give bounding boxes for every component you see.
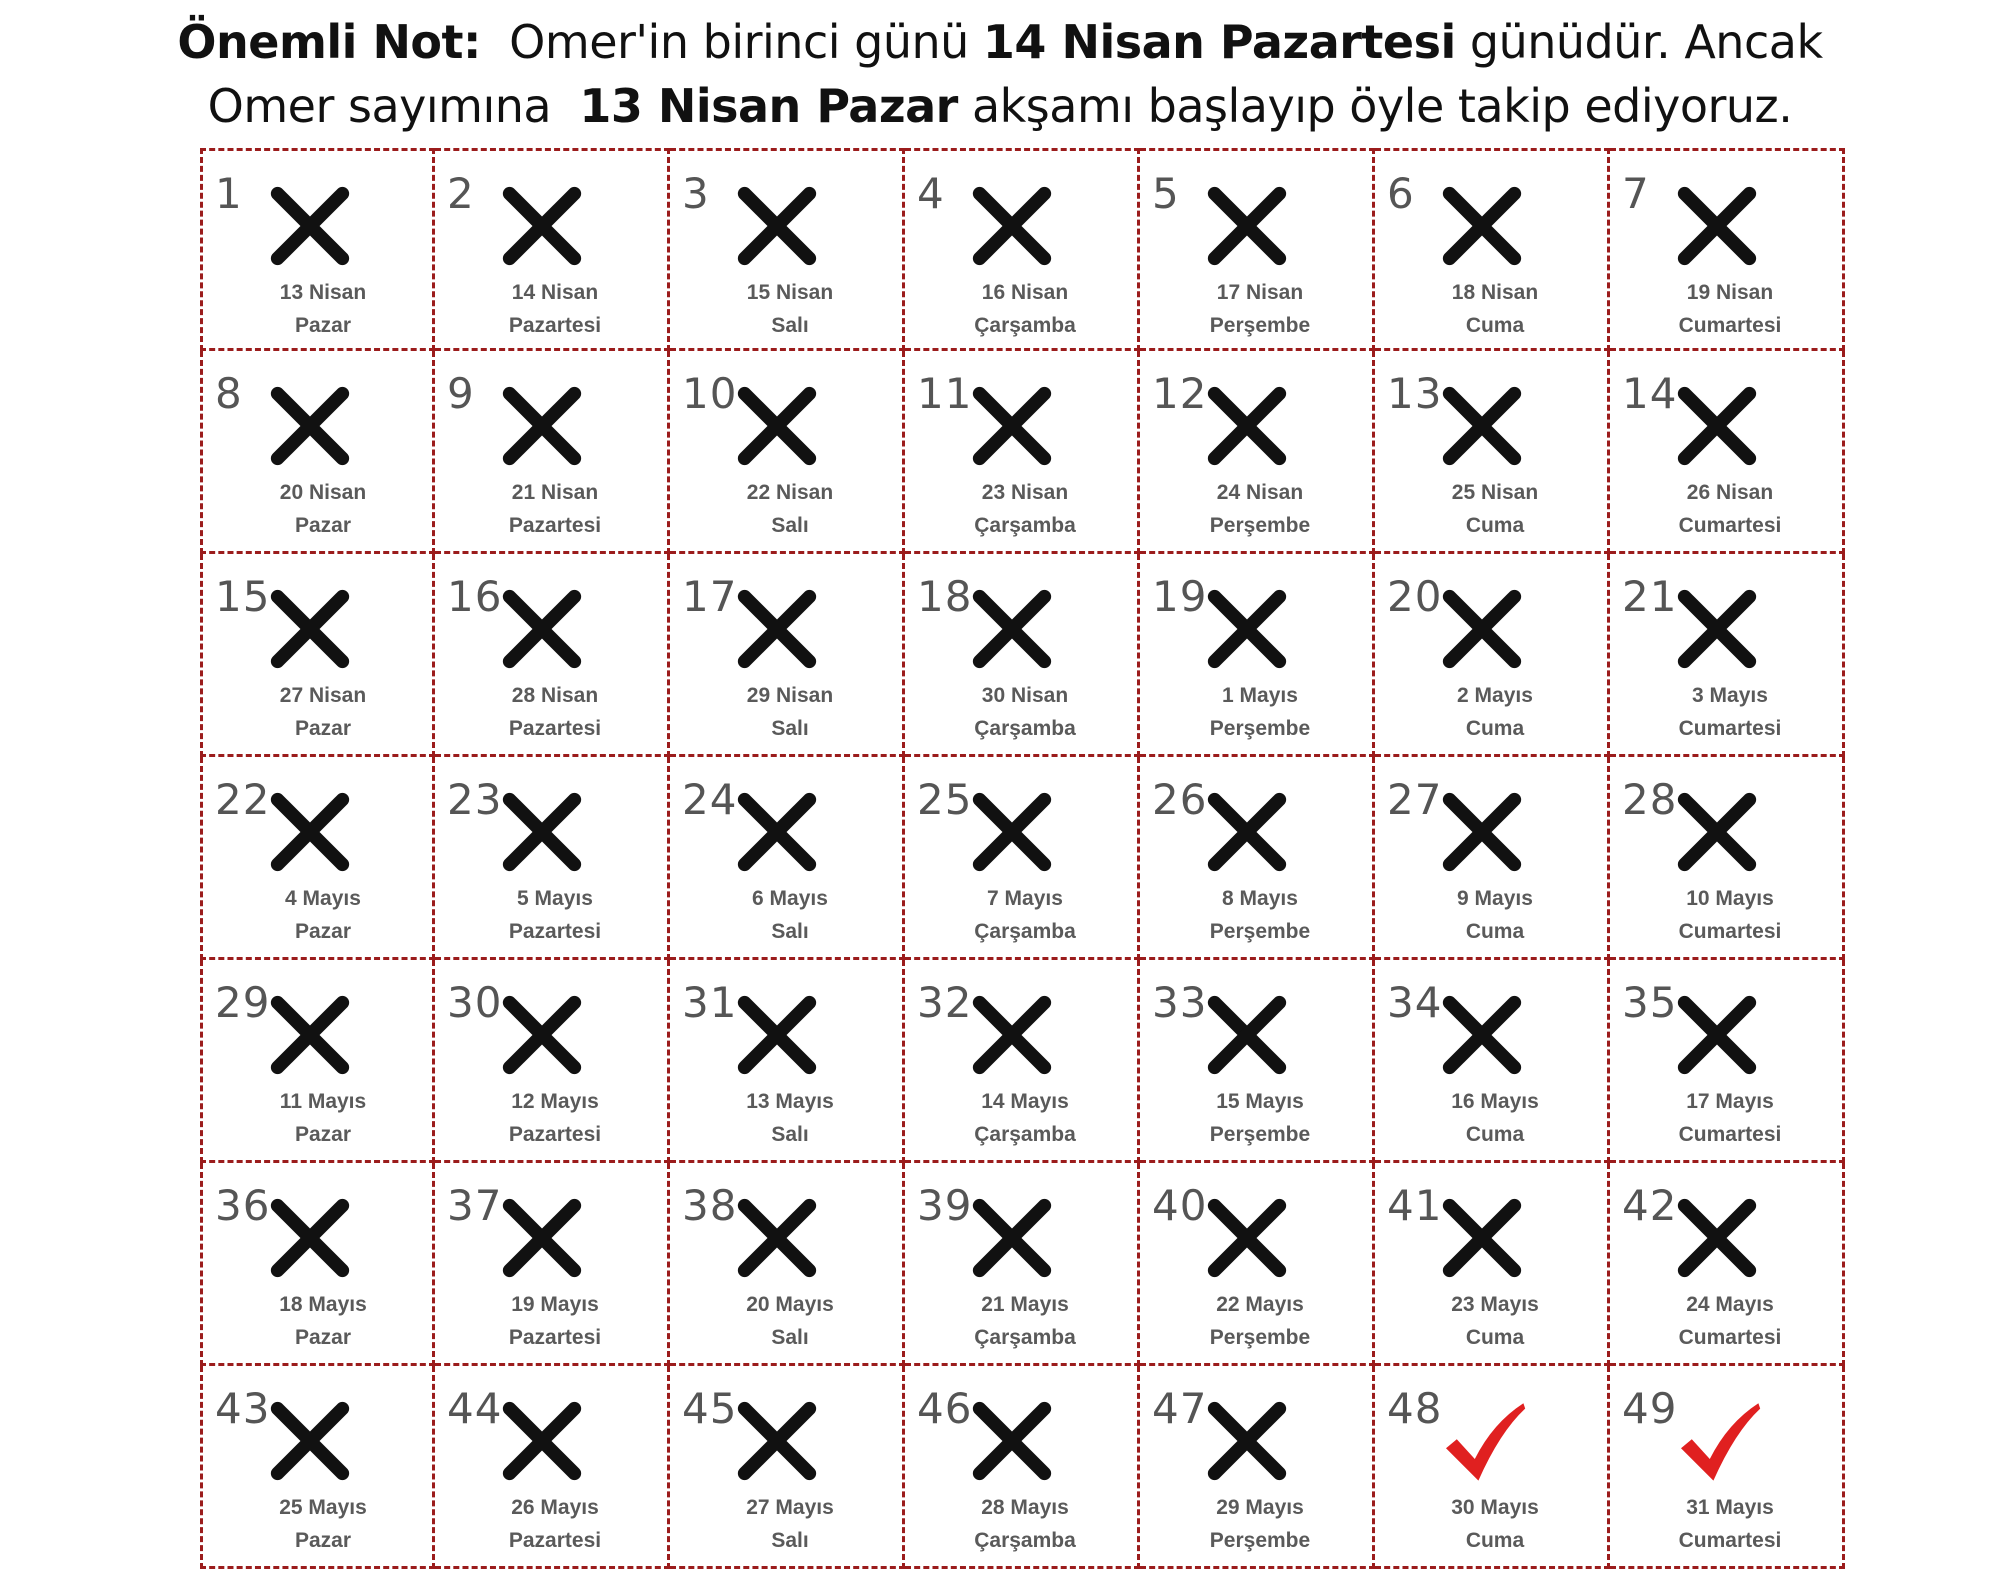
day-weekday: Cuma — [1465, 717, 1525, 740]
cross-icon — [732, 381, 822, 471]
day-cell — [200, 1366, 435, 1569]
day-weekday: Pazartesi — [508, 514, 602, 537]
day-number: 21 — [1622, 572, 1678, 621]
day-date: 18 Nisan — [1451, 281, 1539, 304]
note-start-day: 13 Nisan Pazar — [579, 79, 958, 133]
day-number: 41 — [1387, 1181, 1443, 1230]
day-cell — [1610, 351, 1845, 554]
day-date: 17 Mayıs — [1686, 1090, 1774, 1113]
day-cell — [1140, 757, 1375, 960]
day-cell — [200, 351, 435, 554]
cross-icon — [1202, 181, 1292, 271]
day-number: 39 — [917, 1181, 973, 1230]
day-weekday: Cumartesi — [1678, 1326, 1782, 1349]
day-date: 21 Mayıs — [981, 1293, 1069, 1316]
cross-icon — [967, 990, 1057, 1080]
day-cell — [1375, 1163, 1610, 1366]
day-number: 1 — [215, 169, 243, 218]
day-cell — [200, 960, 435, 1163]
cross-icon — [497, 1193, 587, 1283]
day-weekday: Pazartesi — [508, 920, 602, 943]
day-cell — [905, 148, 1140, 351]
day-number: 23 — [447, 775, 503, 824]
note-line-1 — [0, 10, 2000, 74]
day-date: 14 Mayıs — [981, 1090, 1069, 1113]
day-weekday: Cumartesi — [1678, 514, 1782, 537]
day-number: 29 — [215, 978, 271, 1027]
cross-icon — [1672, 381, 1762, 471]
cross-icon — [967, 1396, 1057, 1486]
day-weekday: Pazartesi — [508, 314, 602, 337]
day-number: 34 — [1387, 978, 1443, 1027]
cross-icon — [732, 1396, 822, 1486]
day-number: 33 — [1152, 978, 1208, 1027]
day-weekday: Perşembe — [1209, 1326, 1311, 1349]
cross-icon — [732, 584, 822, 674]
day-number: 44 — [447, 1384, 503, 1433]
day-date: 16 Mayıs — [1451, 1090, 1539, 1113]
cross-icon — [1437, 990, 1527, 1080]
note-first-day: 14 Nisan Pazartesi — [982, 15, 1456, 69]
day-number: 10 — [682, 369, 738, 418]
day-number: 3 — [682, 169, 710, 218]
day-date: 17 Nisan — [1216, 281, 1304, 304]
day-weekday: Cuma — [1465, 1123, 1525, 1146]
day-cell — [435, 351, 670, 554]
day-number: 49 — [1622, 1384, 1678, 1433]
day-number: 16 — [447, 572, 503, 621]
day-date: 19 Nisan — [1686, 281, 1774, 304]
day-date: 3 Mayıs — [1692, 684, 1768, 707]
day-weekday: Salı — [771, 1123, 809, 1146]
day-number: 28 — [1622, 775, 1678, 824]
day-cell — [200, 554, 435, 757]
day-weekday: Çarşamba — [974, 717, 1076, 740]
day-number: 18 — [917, 572, 973, 621]
day-weekday: Pazar — [294, 1123, 352, 1146]
day-date: 15 Mayıs — [1216, 1090, 1304, 1113]
day-weekday: Pazar — [294, 1529, 352, 1552]
day-date: 10 Mayıs — [1686, 887, 1774, 910]
day-cell — [1610, 148, 1845, 351]
day-cell — [905, 1366, 1140, 1569]
day-cell — [1610, 960, 1845, 1163]
day-weekday: Salı — [771, 1529, 809, 1552]
day-cell — [1375, 148, 1610, 351]
cross-icon — [732, 181, 822, 271]
day-weekday: Çarşamba — [974, 314, 1076, 337]
day-date: 5 Mayıs — [517, 887, 593, 910]
day-number: 15 — [215, 572, 271, 621]
cross-icon — [497, 181, 587, 271]
cross-icon — [1672, 1193, 1762, 1283]
day-cell — [200, 757, 435, 960]
day-date: 23 Nisan — [981, 481, 1069, 504]
day-number: 40 — [1152, 1181, 1208, 1230]
cross-icon — [967, 181, 1057, 271]
day-number: 9 — [447, 369, 475, 418]
day-number: 47 — [1152, 1384, 1208, 1433]
day-weekday: Çarşamba — [974, 514, 1076, 537]
note-text-part: akşamı başlayıp öyle takip ediyoruz. — [957, 79, 1793, 133]
day-weekday: Cumartesi — [1678, 1529, 1782, 1552]
day-cell — [435, 960, 670, 1163]
day-weekday: Salı — [771, 717, 809, 740]
day-number: 25 — [917, 775, 973, 824]
day-weekday: Salı — [771, 514, 809, 537]
cross-icon — [1672, 181, 1762, 271]
day-cell — [435, 757, 670, 960]
omer-calendar-grid — [200, 148, 1845, 1568]
day-weekday: Perşembe — [1209, 314, 1311, 337]
day-cell — [1610, 757, 1845, 960]
day-weekday: Cuma — [1465, 1529, 1525, 1552]
day-number: 5 — [1152, 169, 1180, 218]
day-weekday: Pazar — [294, 717, 352, 740]
day-weekday: Cumartesi — [1678, 314, 1782, 337]
day-date: 20 Mayıs — [746, 1293, 834, 1316]
day-date: 27 Mayıs — [746, 1496, 834, 1519]
day-weekday: Perşembe — [1209, 717, 1311, 740]
day-number: 38 — [682, 1181, 738, 1230]
day-weekday: Pazartesi — [508, 1326, 602, 1349]
day-number: 36 — [215, 1181, 271, 1230]
cross-icon — [497, 584, 587, 674]
day-number: 43 — [215, 1384, 271, 1433]
day-weekday: Salı — [771, 314, 809, 337]
cross-icon — [265, 584, 355, 674]
day-number: 8 — [215, 369, 243, 418]
day-weekday: Çarşamba — [974, 920, 1076, 943]
day-date: 30 Mayıs — [1451, 1496, 1539, 1519]
cross-icon — [1202, 990, 1292, 1080]
day-date: 1 Mayıs — [1222, 684, 1298, 707]
day-weekday: Cuma — [1465, 1326, 1525, 1349]
note-label: Önemli Not: — [177, 15, 481, 69]
day-date: 28 Nisan — [511, 684, 599, 707]
cross-icon — [967, 1193, 1057, 1283]
day-cell — [905, 351, 1140, 554]
day-number: 17 — [682, 572, 738, 621]
day-date: 8 Mayıs — [1222, 887, 1298, 910]
note-line-2 — [0, 74, 2000, 138]
day-number: 13 — [1387, 369, 1443, 418]
day-cell — [435, 1163, 670, 1366]
cross-icon — [1672, 584, 1762, 674]
day-date: 23 Mayıs — [1451, 1293, 1539, 1316]
day-date: 19 Mayıs — [511, 1293, 599, 1316]
cross-icon — [497, 1396, 587, 1486]
day-date: 2 Mayıs — [1457, 684, 1533, 707]
day-number: 46 — [917, 1384, 973, 1433]
day-weekday: Pazar — [294, 514, 352, 537]
day-number: 45 — [682, 1384, 738, 1433]
day-number: 7 — [1622, 169, 1650, 218]
day-cell — [1140, 148, 1375, 351]
checkmark-icon — [1437, 1396, 1527, 1486]
day-weekday: Pazartesi — [508, 717, 602, 740]
day-cell — [1375, 1366, 1610, 1569]
note-text-part: Omer'in birinci günü — [480, 15, 983, 69]
cross-icon — [732, 1193, 822, 1283]
day-cell — [905, 1163, 1140, 1366]
cross-icon — [1202, 381, 1292, 471]
day-cell — [1375, 757, 1610, 960]
day-weekday: Pazar — [294, 314, 352, 337]
day-weekday: Pazartesi — [508, 1123, 602, 1146]
cross-icon — [1202, 1396, 1292, 1486]
day-weekday: Perşembe — [1209, 1529, 1311, 1552]
day-weekday: Cumartesi — [1678, 717, 1782, 740]
day-date: 27 Nisan — [279, 684, 367, 707]
day-date: 7 Mayıs — [987, 887, 1063, 910]
day-date: 25 Mayıs — [279, 1496, 367, 1519]
day-weekday: Perşembe — [1209, 1123, 1311, 1146]
day-weekday: Çarşamba — [974, 1326, 1076, 1349]
day-cell — [670, 1366, 905, 1569]
day-cell — [1140, 1163, 1375, 1366]
cross-icon — [1202, 1193, 1292, 1283]
cross-icon — [967, 787, 1057, 877]
cross-icon — [265, 381, 355, 471]
day-cell — [1375, 351, 1610, 554]
day-weekday: Cumartesi — [1678, 1123, 1782, 1146]
day-cell — [905, 960, 1140, 1163]
day-cell — [670, 757, 905, 960]
day-number: 31 — [682, 978, 738, 1027]
day-cell — [670, 1163, 905, 1366]
day-cell — [1140, 960, 1375, 1163]
cross-icon — [1437, 1193, 1527, 1283]
day-cell — [670, 554, 905, 757]
day-number: 14 — [1622, 369, 1678, 418]
day-number: 26 — [1152, 775, 1208, 824]
cross-icon — [1437, 584, 1527, 674]
cross-icon — [1202, 584, 1292, 674]
day-number: 2 — [447, 169, 475, 218]
day-cell — [200, 148, 435, 351]
day-date: 26 Mayıs — [511, 1496, 599, 1519]
cross-icon — [1437, 787, 1527, 877]
day-date: 26 Nisan — [1686, 481, 1774, 504]
day-date: 6 Mayıs — [752, 887, 828, 910]
day-cell — [905, 554, 1140, 757]
day-number: 11 — [917, 369, 973, 418]
day-cell — [670, 148, 905, 351]
note-text-part: günüdür. Ancak — [1455, 15, 1823, 69]
day-date: 13 Mayıs — [746, 1090, 834, 1113]
day-date: 29 Mayıs — [1216, 1496, 1304, 1519]
day-date: 12 Mayıs — [511, 1090, 599, 1113]
cross-icon — [497, 990, 587, 1080]
day-date: 31 Mayıs — [1686, 1496, 1774, 1519]
day-weekday: Çarşamba — [974, 1123, 1076, 1146]
day-number: 35 — [1622, 978, 1678, 1027]
day-weekday: Çarşamba — [974, 1529, 1076, 1552]
day-number: 48 — [1387, 1384, 1443, 1433]
day-cell — [1610, 1163, 1845, 1366]
day-cell — [1140, 351, 1375, 554]
cross-icon — [1437, 181, 1527, 271]
day-cell — [670, 960, 905, 1163]
day-date: 14 Nisan — [511, 281, 599, 304]
day-cell — [670, 351, 905, 554]
day-cell — [1140, 554, 1375, 757]
day-number: 4 — [917, 169, 945, 218]
day-date: 11 Mayıs — [279, 1090, 367, 1113]
day-weekday: Cuma — [1465, 920, 1525, 943]
day-number: 27 — [1387, 775, 1443, 824]
day-date: 24 Mayıs — [1686, 1293, 1774, 1316]
day-date: 9 Mayıs — [1457, 887, 1533, 910]
day-cell — [1375, 960, 1610, 1163]
day-cell — [200, 1163, 435, 1366]
day-date: 22 Nisan — [746, 481, 834, 504]
day-number: 32 — [917, 978, 973, 1027]
day-date: 16 Nisan — [981, 281, 1069, 304]
cross-icon — [265, 181, 355, 271]
cross-icon — [1672, 787, 1762, 877]
day-weekday: Cuma — [1465, 514, 1525, 537]
day-cell — [435, 148, 670, 351]
day-weekday: Perşembe — [1209, 514, 1311, 537]
day-weekday: Salı — [771, 920, 809, 943]
cross-icon — [1437, 381, 1527, 471]
day-date: 18 Mayıs — [279, 1293, 367, 1316]
day-date: 22 Mayıs — [1216, 1293, 1304, 1316]
day-number: 24 — [682, 775, 738, 824]
day-number: 19 — [1152, 572, 1208, 621]
day-number: 20 — [1387, 572, 1443, 621]
day-cell — [435, 554, 670, 757]
day-date: 15 Nisan — [746, 281, 834, 304]
cross-icon — [265, 1193, 355, 1283]
cross-icon — [967, 381, 1057, 471]
cross-icon — [265, 990, 355, 1080]
day-number: 42 — [1622, 1181, 1678, 1230]
day-cell — [435, 1366, 670, 1569]
day-date: 29 Nisan — [746, 684, 834, 707]
cross-icon — [265, 787, 355, 877]
cross-icon — [1672, 990, 1762, 1080]
cross-icon — [732, 787, 822, 877]
day-date: 4 Mayıs — [285, 887, 361, 910]
checkmark-icon — [1672, 1396, 1762, 1486]
day-date: 20 Nisan — [279, 481, 367, 504]
day-date: 30 Nisan — [981, 684, 1069, 707]
day-weekday: Pazartesi — [508, 1529, 602, 1552]
day-number: 30 — [447, 978, 503, 1027]
important-note — [0, 10, 2000, 138]
day-cell — [1610, 1366, 1845, 1569]
cross-icon — [967, 584, 1057, 674]
day-number: 6 — [1387, 169, 1415, 218]
day-weekday: Cumartesi — [1678, 920, 1782, 943]
cross-icon — [732, 990, 822, 1080]
day-date: 13 Nisan — [279, 281, 367, 304]
cross-icon — [1202, 787, 1292, 877]
day-weekday: Salı — [771, 1326, 809, 1349]
day-weekday: Perşembe — [1209, 920, 1311, 943]
day-number: 12 — [1152, 369, 1208, 418]
day-weekday: Pazar — [294, 1326, 352, 1349]
note-text-part: Omer sayımına — [207, 79, 580, 133]
day-date: 21 Nisan — [511, 481, 599, 504]
cross-icon — [265, 1396, 355, 1486]
cross-icon — [497, 787, 587, 877]
day-date: 28 Mayıs — [981, 1496, 1069, 1519]
day-cell — [1610, 554, 1845, 757]
day-cell — [905, 757, 1140, 960]
day-date: 24 Nisan — [1216, 481, 1304, 504]
day-cell — [1375, 554, 1610, 757]
day-weekday: Cuma — [1465, 314, 1525, 337]
day-number: 37 — [447, 1181, 503, 1230]
day-number: 22 — [215, 775, 271, 824]
day-date: 25 Nisan — [1451, 481, 1539, 504]
cross-icon — [497, 381, 587, 471]
day-cell — [1140, 1366, 1375, 1569]
day-weekday: Pazar — [294, 920, 352, 943]
